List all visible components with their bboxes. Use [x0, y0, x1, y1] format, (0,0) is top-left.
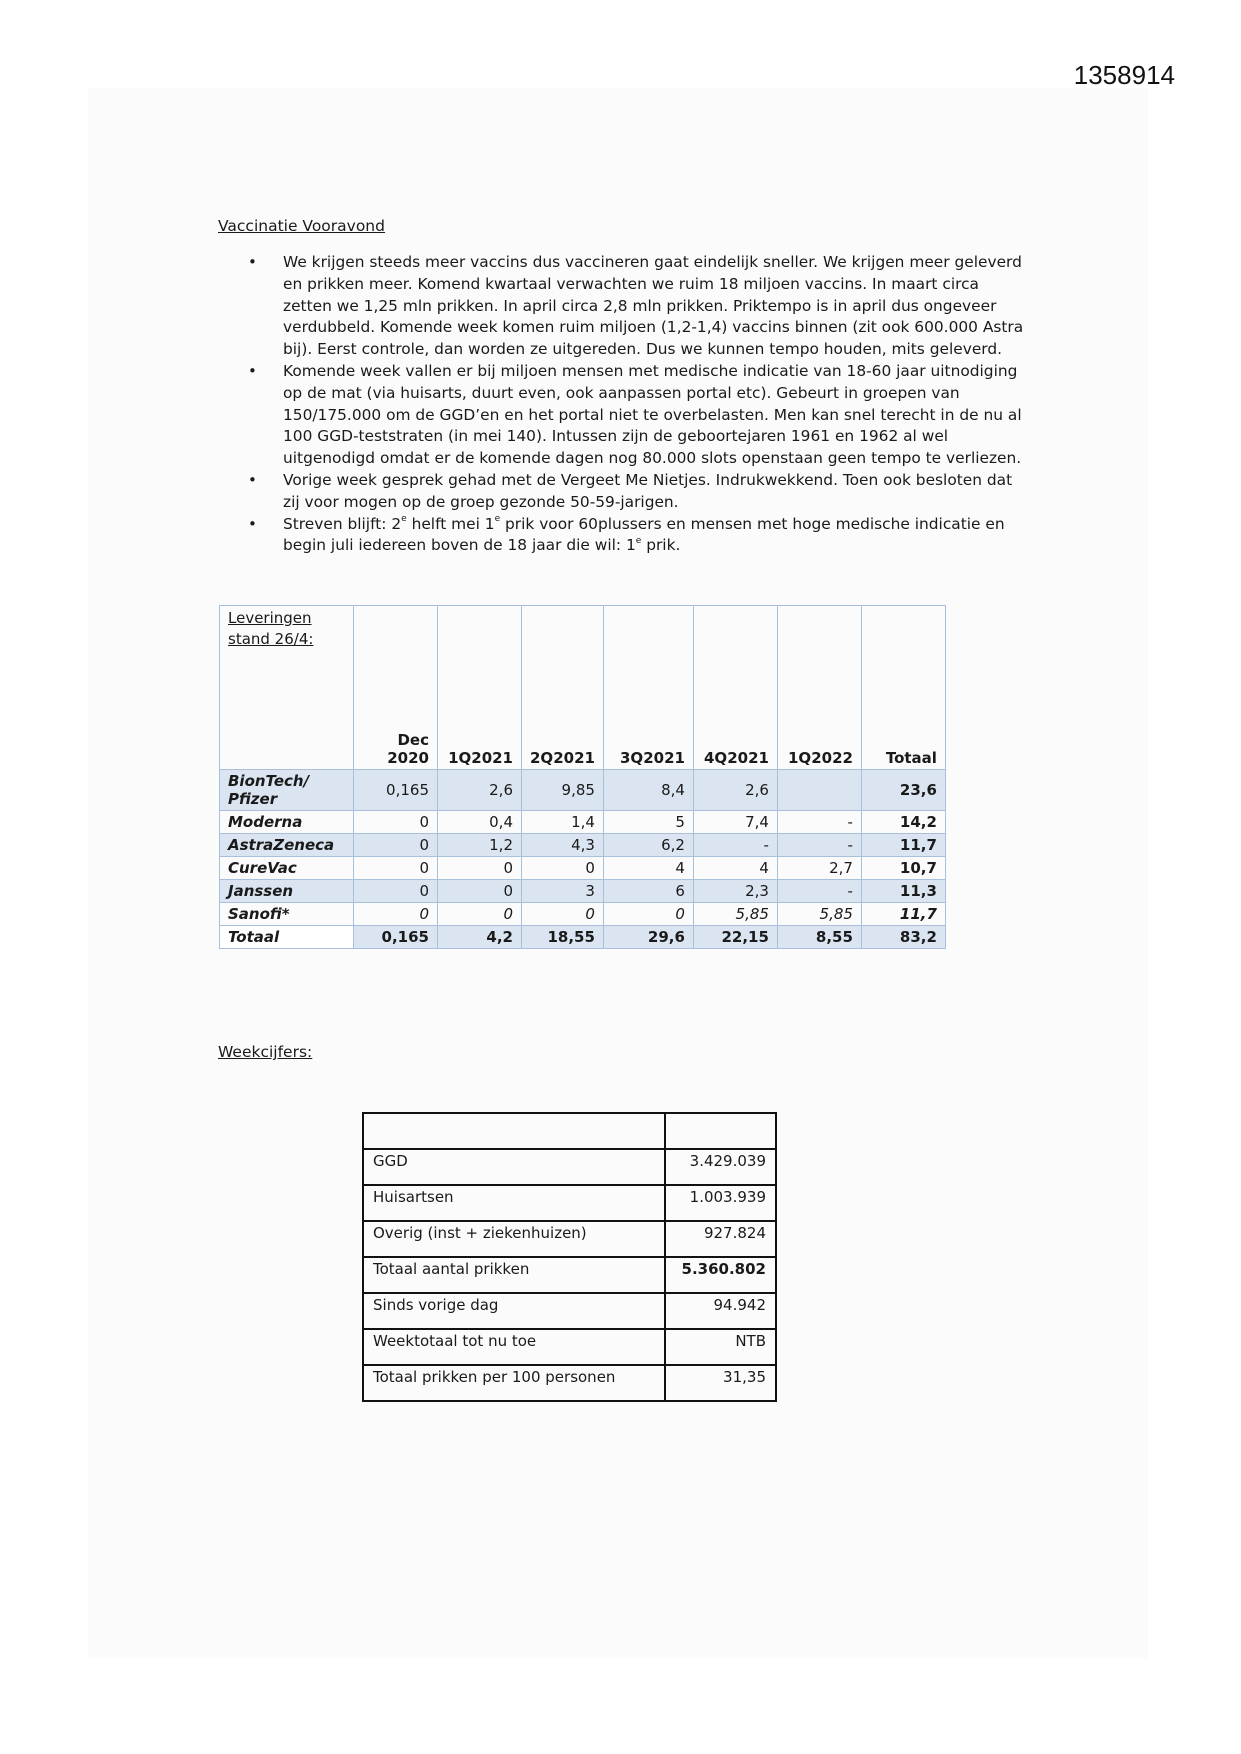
table-cell: 4,2: [438, 926, 522, 949]
row-value: 31,35: [665, 1365, 776, 1401]
company-name: Moderna: [220, 811, 354, 834]
document-id: 1358914: [1073, 60, 1175, 90]
table-cell: 0: [354, 811, 438, 834]
table-cell-total: 14,2: [861, 811, 945, 834]
company-name: Janssen: [220, 880, 354, 903]
bullet-text: Komende week vallen er bij miljoen mensen met medische indicatie van 18-60 jaar uitnodiging op de mat (via huisarts, duurt even, ook aanpassen portal etc). Gebeurt in groepen van 150/175.000 om de GGD’en en het portal niet te overbelasten. Men kan snel terecht in de nu al 100 GGD-teststraten (in mei 140). Intussen zijn de geboortejaren 1961 en 1962 al wel uitgenodigd omdat er de komende dagen nog 80.000 slots openstaan geen tempo te verliezen.: [283, 361, 1022, 468]
table-cell: 0: [354, 903, 438, 926]
table-cell: 7,4: [693, 811, 777, 834]
table-cell: 2,7: [777, 857, 861, 880]
column-header: 4Q2021: [693, 606, 777, 770]
table-cell-total: 10,7: [861, 857, 945, 880]
week-figures-table: [362, 1112, 777, 1402]
table-row: [363, 1149, 776, 1185]
row-value: 927.824: [665, 1221, 776, 1257]
row-value: 5.360.802: [665, 1257, 776, 1293]
column-header: 3Q2021: [603, 606, 693, 770]
table-cell: 5: [603, 811, 693, 834]
table-cell: 4: [693, 857, 777, 880]
table-cell: -: [693, 834, 777, 857]
deliveries-stand-label: Leveringen stand 26/4:: [220, 606, 354, 770]
table-cell: 2,6: [438, 770, 522, 811]
table-cell: 22,15: [693, 926, 777, 949]
company-name: Totaal: [220, 926, 354, 949]
bullet-dot-icon: •: [248, 514, 257, 533]
row-label: Totaal prikken per 100 personen: [363, 1365, 665, 1401]
company-name: CureVac: [220, 857, 354, 880]
bullet-dot-icon: •: [248, 361, 257, 380]
table-cell: 8,4: [603, 770, 693, 811]
bullet-item: [220, 252, 1030, 361]
table-cell: 18,55: [522, 926, 604, 949]
company-name: AstraZeneca: [220, 834, 354, 857]
table-cell: 0,4: [438, 811, 522, 834]
table-cell: 0: [603, 903, 693, 926]
row-label: Totaal aantal prikken: [363, 1257, 665, 1293]
table-cell-total: 23,6: [861, 770, 945, 811]
table-row: [220, 770, 946, 811]
bullet-text: Streven blijft: 2e helft mei 1e prik voor 60plussers en mensen met hoge medische indicatie en begin juli iedereen boven de 18 jaar die wil: 1e prik.: [283, 514, 1005, 555]
row-label: Sinds vorige dag: [363, 1293, 665, 1329]
table-cell: 0: [354, 880, 438, 903]
table-cell: -: [777, 834, 861, 857]
row-label: Weektotaal tot nu toe: [363, 1329, 665, 1365]
table-row: [363, 1185, 776, 1221]
table-cell: 0: [438, 857, 522, 880]
table-header-cell: [665, 1113, 776, 1149]
table-cell: 0: [438, 880, 522, 903]
table-cell: 1,4: [522, 811, 604, 834]
company-name: BionTech/ Pfizer: [220, 770, 354, 811]
table-row: [220, 811, 946, 834]
table-cell: -: [777, 880, 861, 903]
table-cell: -: [777, 811, 861, 834]
table-cell: 4: [603, 857, 693, 880]
table-cell: 0: [354, 834, 438, 857]
deliveries-header-row: [220, 606, 946, 770]
row-value: 1.003.939: [665, 1185, 776, 1221]
table-cell: [777, 770, 861, 811]
row-value: 3.429.039: [665, 1149, 776, 1185]
table-row: [363, 1257, 776, 1293]
table-cell: 1,2: [438, 834, 522, 857]
table-cell-total: 11,3: [861, 880, 945, 903]
row-label: Huisartsen: [363, 1185, 665, 1221]
table-row: [363, 1365, 776, 1401]
table-row-total: [220, 926, 946, 949]
page-title: Vaccinatie Vooravond: [218, 217, 385, 235]
table-cell: 0,165: [354, 770, 438, 811]
bullet-dot-icon: •: [248, 470, 257, 489]
table-row: [220, 880, 946, 903]
bullet-text: Vorige week gesprek gehad met de Vergeet Me Nietjes. Indrukwekkend. Toen ook besloten dat zij voor mogen op de groep gezonde 50-59-jarigen.: [283, 470, 1013, 511]
row-value: 94.942: [665, 1293, 776, 1329]
table-row: [363, 1221, 776, 1257]
row-value: NTB: [665, 1329, 776, 1365]
table-row: [220, 834, 946, 857]
table-row: [363, 1329, 776, 1365]
table-row: [220, 857, 946, 880]
table-cell: 0,165: [354, 926, 438, 949]
bullet-dot-icon: •: [248, 253, 257, 271]
table-cell: 6: [603, 880, 693, 903]
column-header: 1Q2022: [777, 606, 861, 770]
table-row: [220, 903, 946, 926]
table-row: [363, 1293, 776, 1329]
table-cell: 0: [522, 903, 604, 926]
column-header: 2Q2021: [522, 606, 604, 770]
table-cell: 5,85: [777, 903, 861, 926]
column-header: Dec 2020: [354, 606, 438, 770]
column-header: Totaal: [861, 606, 945, 770]
table-cell: 4,3: [522, 834, 604, 857]
company-name: Sanofi*: [220, 903, 354, 926]
table-header-row: [363, 1113, 776, 1149]
bullet-list: [220, 252, 1030, 557]
table-header-cell: [363, 1113, 665, 1149]
bullet-item: [220, 514, 1030, 558]
weekcijfers-heading: Weekcijfers:: [218, 1043, 313, 1061]
table-cell: 0: [522, 857, 604, 880]
bullet-text: We krijgen steeds meer vaccins dus vaccineren gaat eindelijk sneller. We krijgen meer geleverd en prikken meer. Komend kwartaal verwachten we ruim 18 miljoen vaccins. In maart circa zetten we 1,25 mln prikken. In april circa 2,8 mln prikken. Priktempo is in april dus ongeveer verdubbeld. Komende week komen ruim miljoen (1,2-1,4) vaccins binnen (zit ook 600.000 Astra bij). Eerst controle, dan worden ze uitgereden. Dus we kunnen tempo houden, mits geleverd.: [283, 253, 1024, 359]
table-cell: 0: [354, 857, 438, 880]
table-cell: 6,2: [603, 834, 693, 857]
table-cell: 5,85: [693, 903, 777, 926]
table-cell: 8,55: [777, 926, 861, 949]
table-cell: 29,6: [603, 926, 693, 949]
table-cell: 3: [522, 880, 604, 903]
table-cell: 2,6: [693, 770, 777, 811]
table-cell: 9,85: [522, 770, 604, 811]
row-label: GGD: [363, 1149, 665, 1185]
table-cell-total: 11,7: [861, 903, 945, 926]
deliveries-table: [219, 605, 946, 949]
table-cell: 2,3: [693, 880, 777, 903]
bullet-item: [220, 470, 1030, 514]
row-label: Overig (inst + ziekenhuizen): [363, 1221, 665, 1257]
table-cell-total: 83,2: [861, 926, 945, 949]
table-cell-total: 11,7: [861, 834, 945, 857]
bullet-item: [220, 361, 1030, 470]
table-cell: 0: [438, 903, 522, 926]
column-header: 1Q2021: [438, 606, 522, 770]
